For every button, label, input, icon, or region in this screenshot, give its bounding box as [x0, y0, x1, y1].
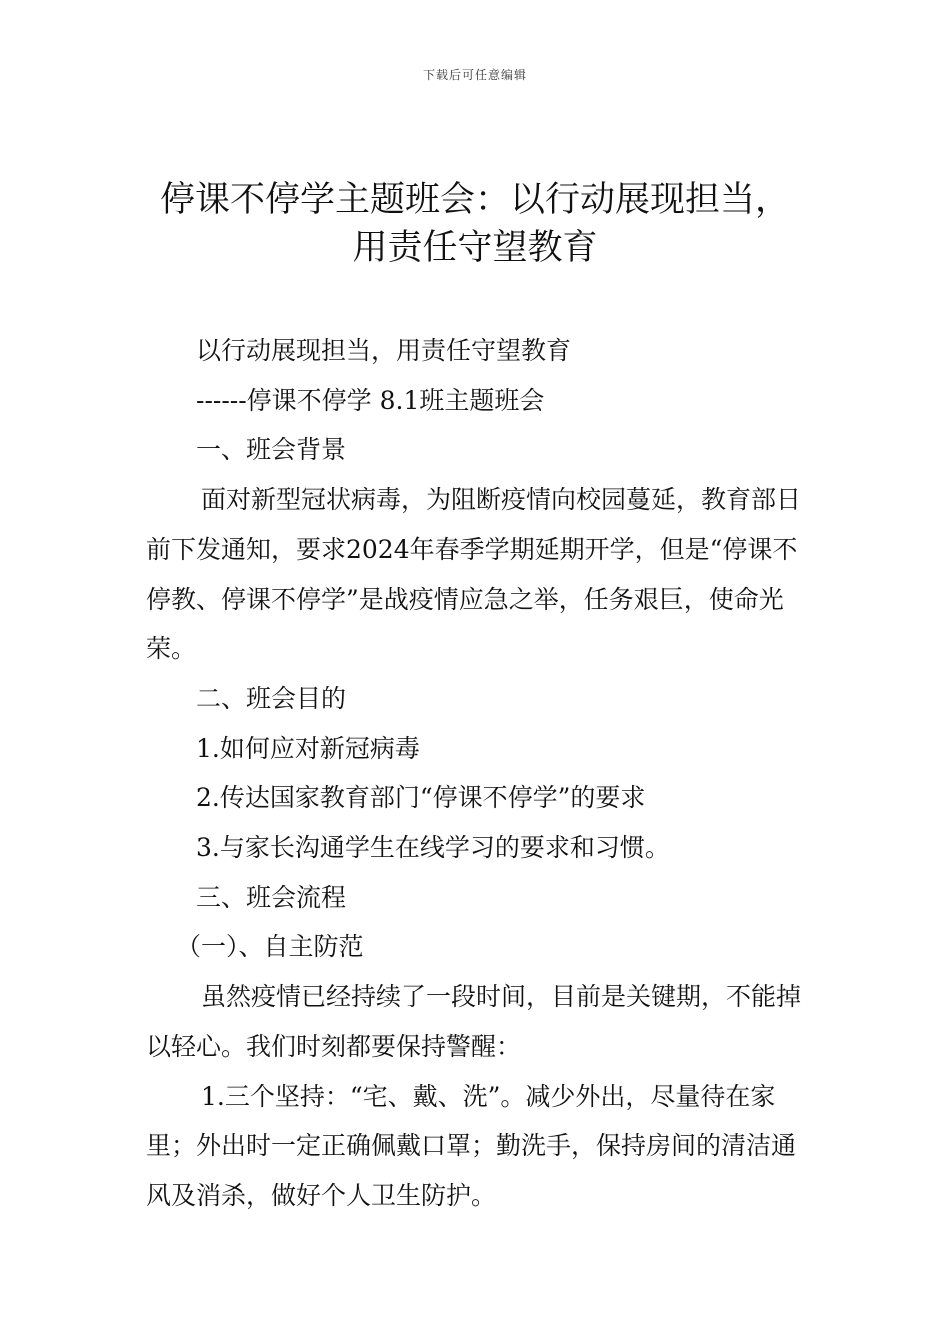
document-body	[146, 326, 808, 1221]
byline: ------停课不停学 8.1班主题班会	[196, 385, 545, 415]
subtitle: 以行动展现担当，用责任守望教育	[196, 336, 572, 365]
section-heading-background: 一、班会背景	[196, 435, 347, 465]
header-note: 下载后可任意编辑	[422, 68, 527, 82]
paragraph-prevention: 虽然疫情已经持续了一段时间，目前是关键期，不能掉以轻心。我们时刻都要保持警醒：	[146, 982, 802, 1061]
title-line-2: 用责任守望教育	[352, 228, 598, 268]
goal-item-1: 1.如何应对新冠病毒	[196, 733, 420, 763]
goal-item-2: 2.传达国家教育部门“停课不停学”的要求	[196, 783, 646, 813]
section-heading-goals: 二、班会目的	[196, 683, 347, 713]
document-title	[100, 176, 850, 272]
goal-item-3: 3.与家长沟通学生在线学习的要求和习惯。	[196, 833, 670, 863]
paragraph-background: 面对新型冠状病毒，为阻断疫情向校园蔓延，教育部日前下发通知，要求2024年春季学期延期开学，但是“停课不停教、停课不停学”是战疫情应急之举，任务艰巨，使命光荣。	[146, 485, 802, 664]
prevention-point-1: 1.三个坚持：“宅、戴、洗”。减少外出，尽量待在家里；外出时一定正确佩戴口罩；勤洗手，保持房间的清洁通风及消杀，做好个人卫生防护。	[146, 1081, 797, 1210]
subsection-heading-prevention: （一）、自主防范	[176, 932, 364, 962]
section-heading-process: 三、班会流程	[196, 882, 347, 912]
title-line-1: 停课不停学主题班会：以行动展现担当，	[159, 180, 790, 220]
